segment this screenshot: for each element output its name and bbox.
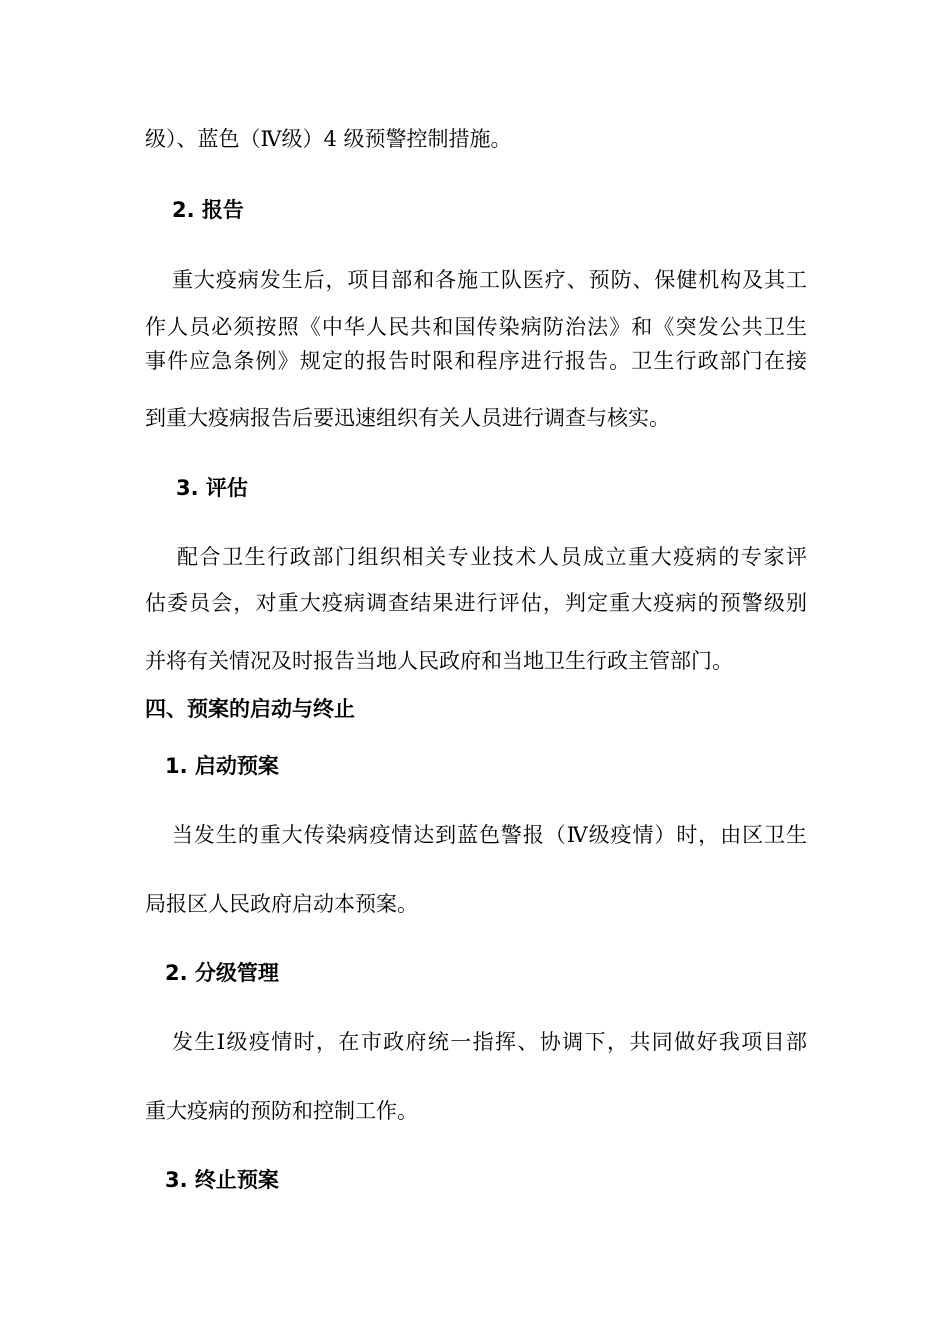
paragraph-line: 级）、蓝色（Ⅳ级）4 级预警控制措施。 [145, 127, 512, 151]
heading-grading: 2. 分级管理 [165, 961, 279, 985]
paragraph-line: 到重大疫病报告后要迅速组织有关人员进行调查与核实。 [145, 406, 670, 430]
heading-terminate-plan: 3. 终止预案 [165, 1168, 279, 1192]
paragraph-line: 重大疫病的预防和控制工作。 [145, 1099, 418, 1123]
paragraph-line: 作人员必须按照《中华人民共和国传染病防治法》和《突发公共卫生 [145, 315, 807, 339]
section-heading-4: 四、预案的启动与终止 [145, 697, 355, 721]
paragraph-line: 当发生的重大传染病疫情达到蓝色警报（Ⅳ级疫情）时，由区卫生 [172, 823, 807, 847]
paragraph-line: 配合卫生行政部门组织相关专业技术人员成立重大疫病的专家评 [177, 545, 807, 569]
paragraph-line: 局报区人民政府启动本预案。 [145, 892, 418, 916]
paragraph-line: 事件应急条例》规定的报告时限和程序进行报告。卫生行政部门在接 [145, 349, 807, 373]
paragraph-line: 发生Ⅰ级疫情时，在市政府统一指挥、协调下，共同做好我项目部 [172, 1030, 807, 1054]
heading-start-plan: 1. 启动预案 [165, 754, 279, 778]
heading-assess: 3. 评估 [176, 476, 248, 500]
heading-report: 2. 报告 [172, 198, 244, 222]
paragraph-line: 估委员会，对重大疫病调查结果进行评估，判定重大疫病的预警级别 [145, 591, 807, 615]
paragraph-line: 重大疫病发生后，项目部和各施工队医疗、预防、保健机构及其工 [172, 268, 807, 292]
paragraph-line: 并将有关情况及时报告当地人民政府和当地卫生行政主管部门。 [145, 649, 733, 673]
